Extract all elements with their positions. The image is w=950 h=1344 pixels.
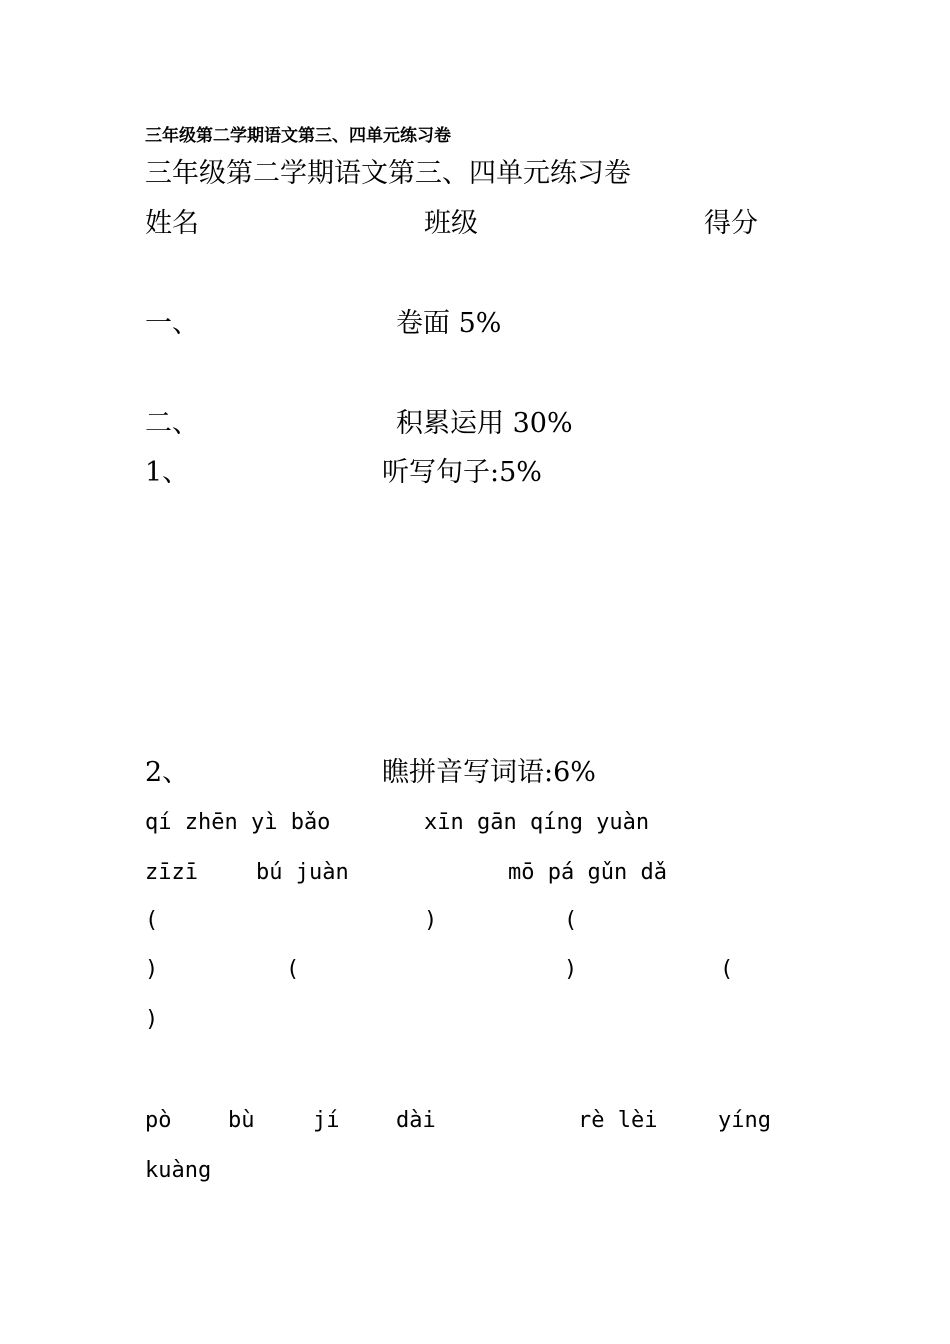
pinyin-syllable: dài: [396, 1108, 436, 1133]
question-1-number: 1、: [145, 457, 190, 488]
section-2-label: 积累运用 30%: [396, 408, 573, 439]
question-1-label: 听写句子:5%: [382, 457, 542, 488]
question-2-number: 2、: [145, 757, 190, 788]
answer-bracket-close: ): [424, 908, 438, 933]
answer-bracket-open: (: [720, 957, 734, 982]
answer-bracket-open: (: [145, 908, 159, 933]
score-label: 得分: [704, 208, 758, 239]
pinyin-word: bú juàn: [256, 860, 349, 885]
pinyin-word: xīn gān qíng yuàn: [424, 810, 650, 835]
pinyin-syllable: kuàng: [145, 1158, 212, 1183]
page-header: 三年级第二学期语文第三、四单元练习卷: [145, 126, 451, 146]
answer-bracket-close: ): [564, 957, 578, 982]
section-1-label: 卷面 5%: [396, 308, 502, 339]
pinyin-word: mō pá gǔn dǎ: [508, 860, 667, 885]
pinyin-syllable: rè lèi: [578, 1108, 658, 1133]
answer-bracket-close: ): [145, 1007, 159, 1032]
answer-bracket-close: ): [145, 957, 159, 982]
pinyin-syllable: yíng: [718, 1108, 771, 1133]
pinyin-syllable: bù: [228, 1108, 255, 1133]
pinyin-syllable: jí: [313, 1108, 340, 1133]
pinyin-word: zīzī: [145, 860, 198, 885]
section-2-number: 二、: [145, 408, 199, 439]
answer-bracket-open: (: [286, 957, 300, 982]
section-1-number: 一、: [145, 308, 199, 339]
name-label: 姓名: [145, 208, 199, 239]
question-2-label: 瞧拼音写词语:6%: [382, 757, 596, 788]
pinyin-word: qí zhēn yì bǎo: [145, 810, 331, 835]
class-label: 班级: [424, 208, 478, 239]
page-title: 三年级第二学期语文第三、四单元练习卷: [145, 158, 631, 189]
answer-bracket-open: (: [564, 908, 578, 933]
pinyin-syllable: pò: [145, 1108, 172, 1133]
